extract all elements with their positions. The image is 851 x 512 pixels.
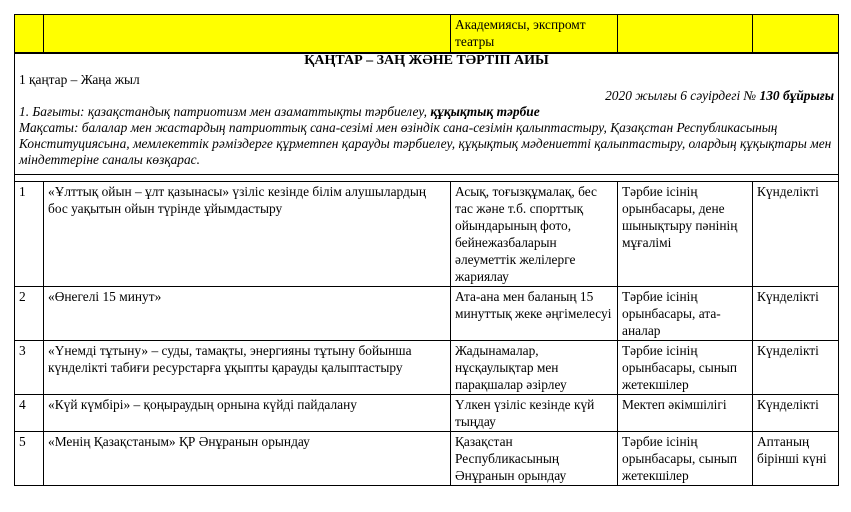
table-row [15, 341, 839, 395]
table-row [15, 287, 839, 341]
form-cell [451, 15, 618, 54]
form-cell: Жадынамалар, нұсқаулықтар мен парақшалар әзірлеу [451, 341, 618, 395]
order-prefix: 2020 жылғы 6 сәуірдегі № [605, 88, 760, 103]
direction-prefix: 1. Бағыты: қазақстандық патриотизм мен азаматтықты тәрбиелеу, [19, 104, 431, 119]
responsible-cell: Тәрбие ісінің орынбасары, сынып жетекшілер [618, 341, 753, 395]
time-cell: Күнделікті [753, 182, 839, 287]
event-cell: «Менің Қазақстаным» ҚР Әнұранын орындау [44, 432, 451, 486]
form-cell: Асық, тоғызқұмалақ, бес тас және т.б. спорттық ойындарының фото, бейнежазбаларын әлеуметтік желілерге жариялау [451, 182, 618, 287]
table-row [15, 395, 839, 432]
num-cell: 2 [15, 287, 44, 341]
spacer-row [15, 175, 839, 182]
time-cell: Күнделікті [753, 395, 839, 432]
previous-row-table [14, 14, 839, 54]
section-header [15, 53, 839, 175]
responsible-cell: Тәрбие ісінің орынбасары, ата-аналар [618, 287, 753, 341]
time-cell [753, 15, 839, 54]
goal-text: Мақсаты: балалар мен жастардың патриоттық сана-сезімі мен өзіндік сана-сезімін қалыптастыру, Қазақстан Республикасының Конституциясына, мемлекеттік рәміздерге құрметпен қарауды тәрбиелеу, құқықтық мәдениетті қалыптастыру, олардың құқықтары мен міндеттеріне саналы көзқарас. [19, 120, 832, 167]
page-title: ҚАҢТАР – ЗАҢ ЖӘНЕ ТӘРТІП АЙЫ [304, 53, 549, 68]
num-cell: 3 [15, 341, 44, 395]
time-cell: Күнделікті [753, 341, 839, 395]
direction-bold: құқықтық тәрбие [430, 104, 540, 119]
order-reference [19, 88, 834, 104]
form-cell: Қазақстан Республикасының Әнұранын орындау [451, 432, 618, 486]
form-cell: Ата-ана мен баланың 15 минуттық жеке әңгімелесуі [451, 287, 618, 341]
responsible-cell: Тәрбие ісінің орынбасары, дене шынықтыру пәнінің мұғалімі [618, 182, 753, 287]
table-row [15, 432, 839, 486]
num-cell [15, 15, 44, 54]
responsible-cell: Тәрбие ісінің орынбасары, сынып жетекшілер [618, 432, 753, 486]
form-text: Академиясы, экспромт театры [455, 17, 586, 49]
num-cell: 1 [15, 182, 44, 287]
responsible-cell: Мектеп әкімшілігі [618, 395, 753, 432]
time-cell: Күнделікті [753, 287, 839, 341]
event-cell: «Күй күмбірі» – қоңыраудың орнына күйді пайдалану [44, 395, 451, 432]
time-cell: Аптаның бірінші күні [753, 432, 839, 486]
event-cell: «Өнегелі 15 минут» [44, 287, 451, 341]
direction-text [19, 104, 834, 120]
num-cell: 4 [15, 395, 44, 432]
event-cell: «Ұлттық ойын – ұлт қазынасы» үзіліс кезінде білім алушылардың бос уақытын ойын түрінде ұйымдастыру [44, 182, 451, 287]
holiday-text: 1 қаңтар – Жаңа жыл [19, 72, 140, 87]
rows-body [15, 182, 839, 486]
num-cell: 5 [15, 432, 44, 486]
responsible-cell [618, 15, 753, 54]
form-cell: Үлкен үзіліс кезінде күй тыңдау [451, 395, 618, 432]
table-row [15, 182, 839, 287]
order-number: 130 бұйрығы [759, 88, 834, 103]
plan-table [14, 52, 839, 486]
event-cell [44, 15, 451, 54]
event-cell: «Үнемді тұтыну» – суды, тамақты, энергияны тұтыну бойынша күнделікті табиғи ресурстарға ұқыпты қарауды қалыптастыру [44, 341, 451, 395]
table-row [15, 15, 839, 54]
header-row [15, 53, 839, 175]
